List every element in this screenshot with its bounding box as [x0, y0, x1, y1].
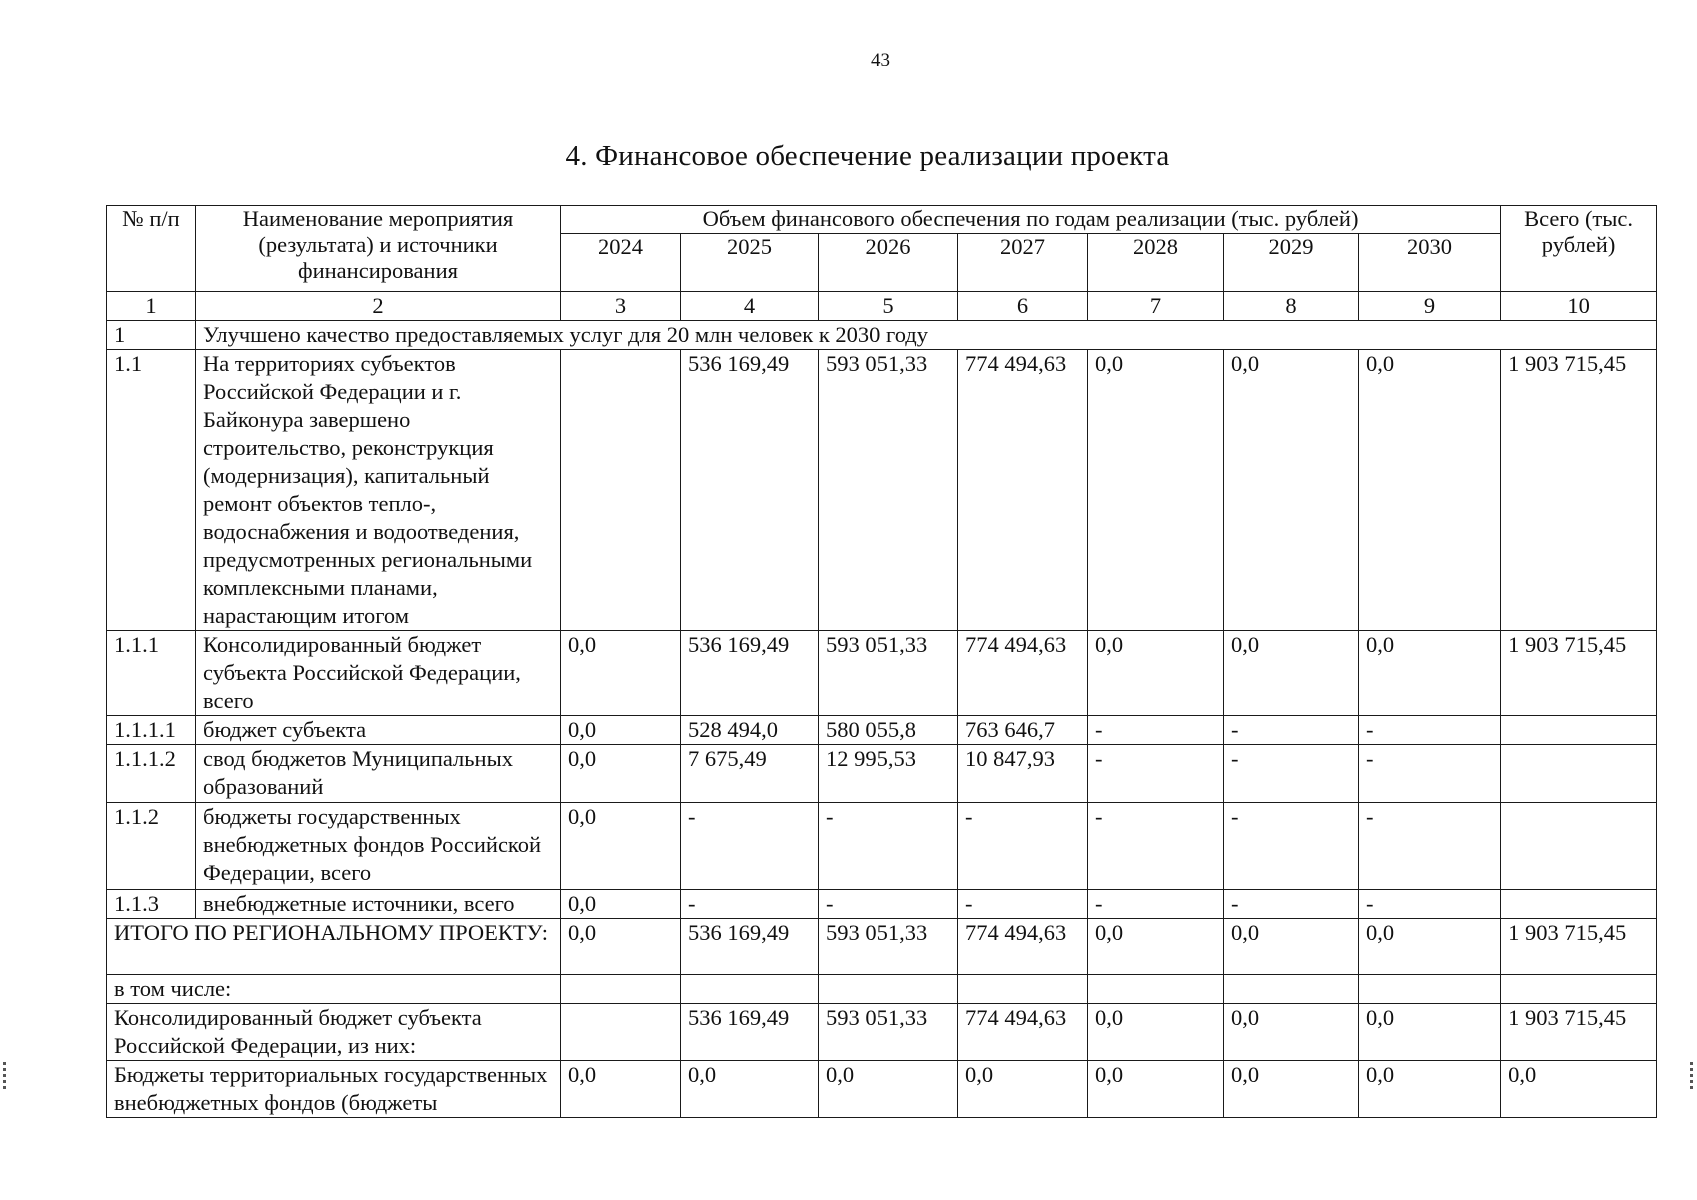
summary-value: 536 169,49	[681, 919, 819, 975]
summary-value: 0,0	[819, 1061, 958, 1118]
row-name: внебюджетные источники, всего	[196, 890, 561, 919]
row-value: 0,0	[561, 631, 681, 716]
summary-total: 0,0	[1501, 1061, 1657, 1118]
row-value: 593 051,33	[819, 350, 958, 631]
row-value: -	[958, 803, 1088, 890]
summary-value	[958, 975, 1088, 1004]
row-value: 774 494,63	[958, 631, 1088, 716]
summary-row	[107, 975, 1657, 1004]
row-value: -	[1359, 803, 1501, 890]
row-value: 774 494,63	[958, 350, 1088, 631]
summary-value: 0,0	[1088, 1061, 1224, 1118]
row-value: -	[1359, 745, 1501, 803]
summary-value: 0,0	[1088, 919, 1224, 975]
row-total	[1501, 803, 1657, 890]
row-total: 1 903 715,45	[1501, 350, 1657, 631]
summary-value: 774 494,63	[958, 1004, 1088, 1061]
row-value: -	[1224, 745, 1359, 803]
row-value: -	[819, 890, 958, 919]
summary-value: 774 494,63	[958, 919, 1088, 975]
row-value: -	[1224, 803, 1359, 890]
summary-value: 0,0	[1224, 919, 1359, 975]
row-value: -	[958, 890, 1088, 919]
column-number: 3	[561, 292, 681, 321]
row-value: 593 051,33	[819, 631, 958, 716]
summary-row	[107, 1061, 1657, 1118]
row-value: -	[819, 803, 958, 890]
table-row	[107, 350, 1657, 631]
row-total: 1 903 715,45	[1501, 631, 1657, 716]
row-value: 0,0	[1088, 350, 1224, 631]
summary-value	[1088, 975, 1224, 1004]
row-value: 12 995,53	[819, 745, 958, 803]
header-total: Всего (тыс. рублей)	[1501, 206, 1657, 292]
row-value: 763 646,7	[958, 716, 1088, 745]
column-number: 1	[107, 292, 196, 321]
summary-label: в том числе:	[107, 975, 561, 1004]
row-num: 1.1.1.2	[107, 745, 196, 803]
header-volume: Объем финансового обеспечения по годам реализации (тыс. рублей)	[561, 206, 1501, 234]
row-value: -	[1088, 745, 1224, 803]
column-number: 6	[958, 292, 1088, 321]
summary-value: 0,0	[1359, 1061, 1501, 1118]
row-value: -	[1224, 716, 1359, 745]
summary-value: 0,0	[958, 1061, 1088, 1118]
row-num: 1.1.3	[107, 890, 196, 919]
row-value: -	[681, 890, 819, 919]
row-value: -	[1088, 890, 1224, 919]
row-num: 1.1.1	[107, 631, 196, 716]
column-number: 8	[1224, 292, 1359, 321]
table-row	[107, 631, 1657, 716]
header-name: Наименование мероприятия (результата) и источники финансирования	[196, 206, 561, 292]
column-number: 7	[1088, 292, 1224, 321]
section-title: 4. Финансовое обеспечение реализации проекта	[565, 140, 1170, 172]
header-year: 2024	[561, 234, 681, 292]
header-year: 2029	[1224, 234, 1359, 292]
summary-value	[681, 975, 819, 1004]
row-value: 7 675,49	[681, 745, 819, 803]
margin-mark-left	[3, 1062, 6, 1092]
table-row	[107, 803, 1657, 890]
summary-value: 0,0	[561, 919, 681, 975]
summary-value	[561, 1004, 681, 1061]
summary-value: 536 169,49	[681, 1004, 819, 1061]
summary-total	[1501, 975, 1657, 1004]
summary-value	[819, 975, 958, 1004]
row-value: 0,0	[1359, 631, 1501, 716]
summary-value: 0,0	[1359, 1004, 1501, 1061]
header-num: № п/п	[107, 206, 196, 292]
row-value: 0,0	[561, 890, 681, 919]
summary-label: ИТОГО ПО РЕГИОНАЛЬНОМУ ПРОЕКТУ:	[107, 919, 561, 975]
row-num: 1.1	[107, 350, 196, 631]
row-name: бюджет субъекта	[196, 716, 561, 745]
summary-value: 0,0	[681, 1061, 819, 1118]
summary-label: Консолидированный бюджет субъекта Российской Федерации, из них:	[107, 1004, 561, 1061]
summary-value: 0,0	[1224, 1061, 1359, 1118]
row-value: -	[1088, 716, 1224, 745]
row-value: 0,0	[561, 803, 681, 890]
summary-value	[561, 975, 681, 1004]
summary-label: Бюджеты территориальных государственных внебюджетных фондов (бюджеты	[107, 1061, 561, 1118]
header-year: 2025	[681, 234, 819, 292]
row-value: 0,0	[561, 716, 681, 745]
column-numbers-row	[107, 292, 1657, 321]
column-number: 10	[1501, 292, 1657, 321]
row-value: -	[681, 803, 819, 890]
column-number: 5	[819, 292, 958, 321]
row-value: 0,0	[1088, 631, 1224, 716]
section-num: 1	[107, 321, 196, 350]
row-name: На территориях субъектов Российской Федерации и г. Байконура завершено строительство, реконструкция (модернизация), капитальный ремонт объектов тепло-, водоснабжения и водоотведения, предусмотренных региональными комплексными планами, нарастающим итогом	[196, 350, 561, 631]
summary-value	[1359, 975, 1501, 1004]
row-value: 536 169,49	[681, 631, 819, 716]
summary-value: 0,0	[1359, 919, 1501, 975]
row-value	[561, 350, 681, 631]
column-number: 2	[196, 292, 561, 321]
header-year: 2026	[819, 234, 958, 292]
row-value: 536 169,49	[681, 350, 819, 631]
row-value: -	[1088, 803, 1224, 890]
summary-value	[1224, 975, 1359, 1004]
row-value: 0,0	[1224, 350, 1359, 631]
summary-value: 593 051,33	[819, 919, 958, 975]
summary-total: 1 903 715,45	[1501, 919, 1657, 975]
table-row	[107, 745, 1657, 803]
summary-row	[107, 919, 1657, 975]
row-name: свод бюджетов Муниципальных образований	[196, 745, 561, 803]
summary-row	[107, 1004, 1657, 1061]
row-value: -	[1359, 716, 1501, 745]
row-num: 1.1.1.1	[107, 716, 196, 745]
summary-total: 1 903 715,45	[1501, 1004, 1657, 1061]
row-value: -	[1224, 890, 1359, 919]
financing-table	[106, 205, 1657, 1118]
row-name: бюджеты государственных внебюджетных фондов Российской Федерации, всего	[196, 803, 561, 890]
row-value: 0,0	[1359, 350, 1501, 631]
table-row	[107, 890, 1657, 919]
summary-value: 0,0	[561, 1061, 681, 1118]
row-total	[1501, 745, 1657, 803]
row-total	[1501, 716, 1657, 745]
row-value: -	[1359, 890, 1501, 919]
row-value: 0,0	[561, 745, 681, 803]
row-num: 1.1.2	[107, 803, 196, 890]
row-value: 10 847,93	[958, 745, 1088, 803]
summary-value: 593 051,33	[819, 1004, 958, 1061]
page-number: 43	[871, 50, 890, 71]
row-value: 528 494,0	[681, 716, 819, 745]
column-number: 9	[1359, 292, 1501, 321]
column-number: 4	[681, 292, 819, 321]
row-value: 0,0	[1224, 631, 1359, 716]
margin-mark-right	[1690, 1062, 1693, 1092]
summary-value: 0,0	[1224, 1004, 1359, 1061]
header-year: 2030	[1359, 234, 1501, 292]
header-year: 2028	[1088, 234, 1224, 292]
row-name: Консолидированный бюджет субъекта Российской Федерации, всего	[196, 631, 561, 716]
summary-value: 0,0	[1088, 1004, 1224, 1061]
section-row	[107, 321, 1657, 350]
table-row	[107, 716, 1657, 745]
header-year: 2027	[958, 234, 1088, 292]
section-text: Улучшено качество предоставляемых услуг для 20 млн человек к 2030 году	[196, 321, 1657, 350]
row-value: 580 055,8	[819, 716, 958, 745]
row-total	[1501, 890, 1657, 919]
